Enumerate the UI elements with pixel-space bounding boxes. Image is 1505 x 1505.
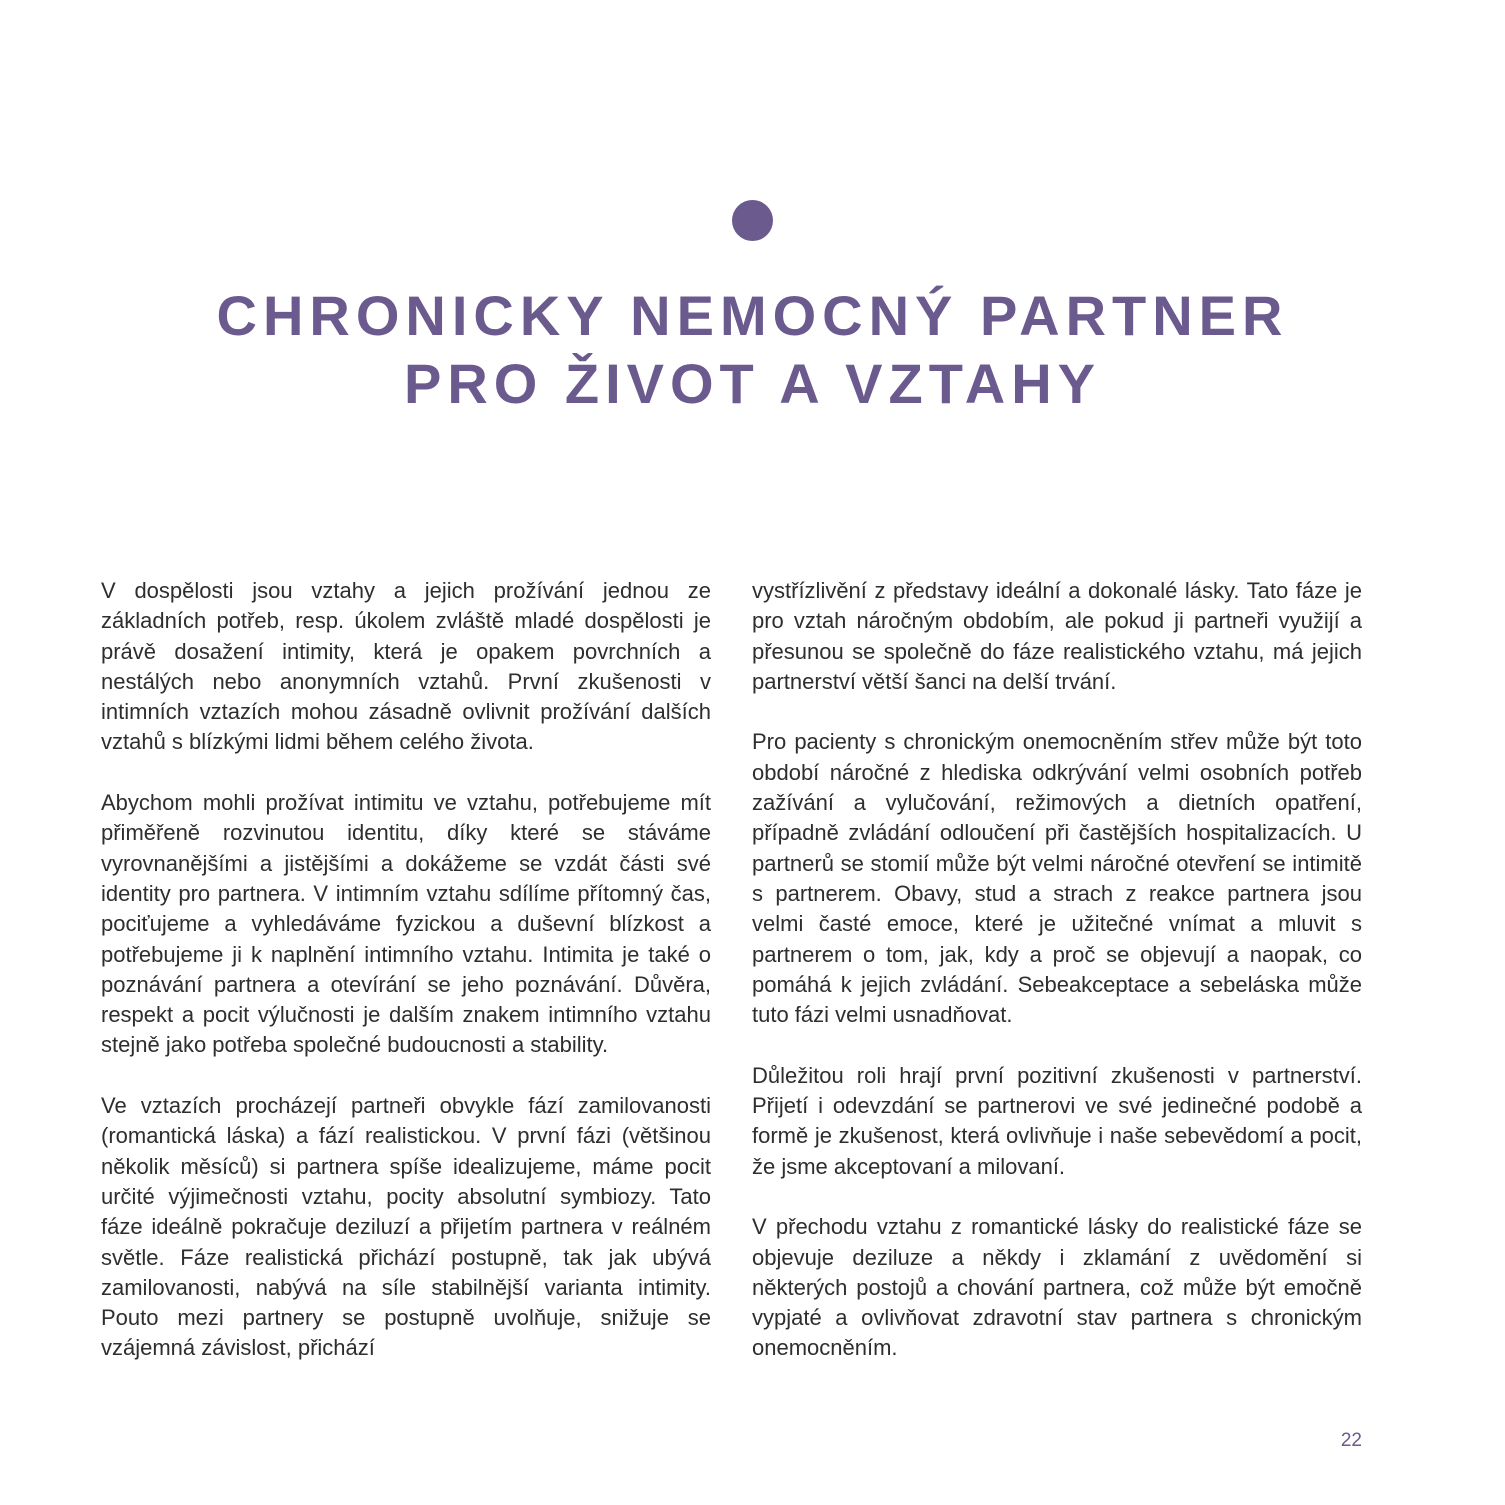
paragraph: Abychom mohli prožívat intimitu ve vztahu, potřebujeme mít přiměřeně rozvinutou identitu, díky které se stáváme vyrovnanějšími a jistějšími a dokážeme se vzdát části své identity pro partnera. V intimním vztahu sdílíme přítomný čas, pociťujeme a vyhledáváme fyzickou a duševní blízkost a potřebujeme ji k naplnění intimního vztahu. Intimita je také o poznávání partnera a otevírání se jeho poznávání. Důvěra, respekt a pocit výlučnosti je dalším znakem intimního vztahu stejně jako potřeba společné budoucnosti a stability.	[101, 790, 711, 1058]
page-title	[0, 282, 1505, 418]
paragraph: Důležitou roli hrají první pozitivní zkušenosti v partnerství. Přijetí i odevzdání se partnerovi ve své jedinečné podobě a formě je zkušenost, která ovlivňuje i naše sebevědomí a pocit, že jsme akceptovaní a milovaní.	[752, 1062, 1362, 1179]
paragraph: V dospělosti jsou vztahy a jejich prožívání jednou ze základních potřeb, resp. úkolem zvláště mladé dospělosti je právě dosažení intimity, která je opakem povrchních a nestálých nebo anonymních vztahů. První zkušenosti v intimních vztazích mohou zásadně ovlivnit prožívání dalších vztahů s blízkými lidmi během celého života.	[101, 578, 711, 755]
page-number: 22	[1340, 1430, 1362, 1451]
paragraph: V přechodu vztahu z romantické lásky do realistické fáze se objevuje deziluze a někdy i zklamání z uvědomění si některých postojů a chování partnera, což může být emočně vypjaté a ovlivňovat zdravotní stav partnera s chronickým onemocněním.	[752, 1214, 1362, 1361]
paragraph: Ve vztazích procházejí partneři obvykle fází zamilovanosti (romantická láska) a fází realistickou. V první fázi (většinou několik měsíců) si partnera spíše idealizujeme, máme pocit určité výjimečnosti vztahu, pocity absolutní symbiozy. Tato fáze ideálně pokračuje deziluzí a přijetím partnera v reálném světle. Fáze realistická přichází postupně, tak jak ubývá zamilovanosti, nabývá na síle stabilnější varianta intimity. Pouto mezi partnery se postupně uvolňuje, snižuje se vzájemná závislost, přichází	[101, 1093, 711, 1361]
page-title-line-2: PRO ŽIVOT A VZTAHY	[403, 352, 1102, 415]
paragraph: vystřízlivění z představy ideální a dokonalé lásky. Tato fáze je pro vztah náročným obdobím, ale pokud ji partneři využijí a přesunou se společně do fáze realistického vztahu, má jejich partnerství větší šanci na delší trvání.	[752, 578, 1362, 694]
decorative-dot	[732, 200, 773, 241]
left-column	[101, 576, 711, 1394]
right-column	[752, 576, 1362, 1394]
page-title-line-1: CHRONICKY NEMOCNÝ PARTNER	[216, 284, 1289, 347]
paragraph: Pro pacienty s chronickým onemocněním střev může být toto období náročné z hlediska odkrývání velmi osobních potřeb zažívání a vylučování, režimových a dietních opatření, případně zvládání odloučení při častějších hospitalizacích. U partnerů se stomií může být velmi náročné otevření se intimitě s partnerem. Obavy, stud a strach z reakce partnera jsou velmi časté emoce, které je užitečné vnímat a mluvit s partnerem o tom, jak, kdy a proč se objevují a naopak, co pomáhá k jejich zvládání. Sebeakceptace a sebeláska může tuto fázi velmi usnadňovat.	[752, 729, 1362, 1028]
